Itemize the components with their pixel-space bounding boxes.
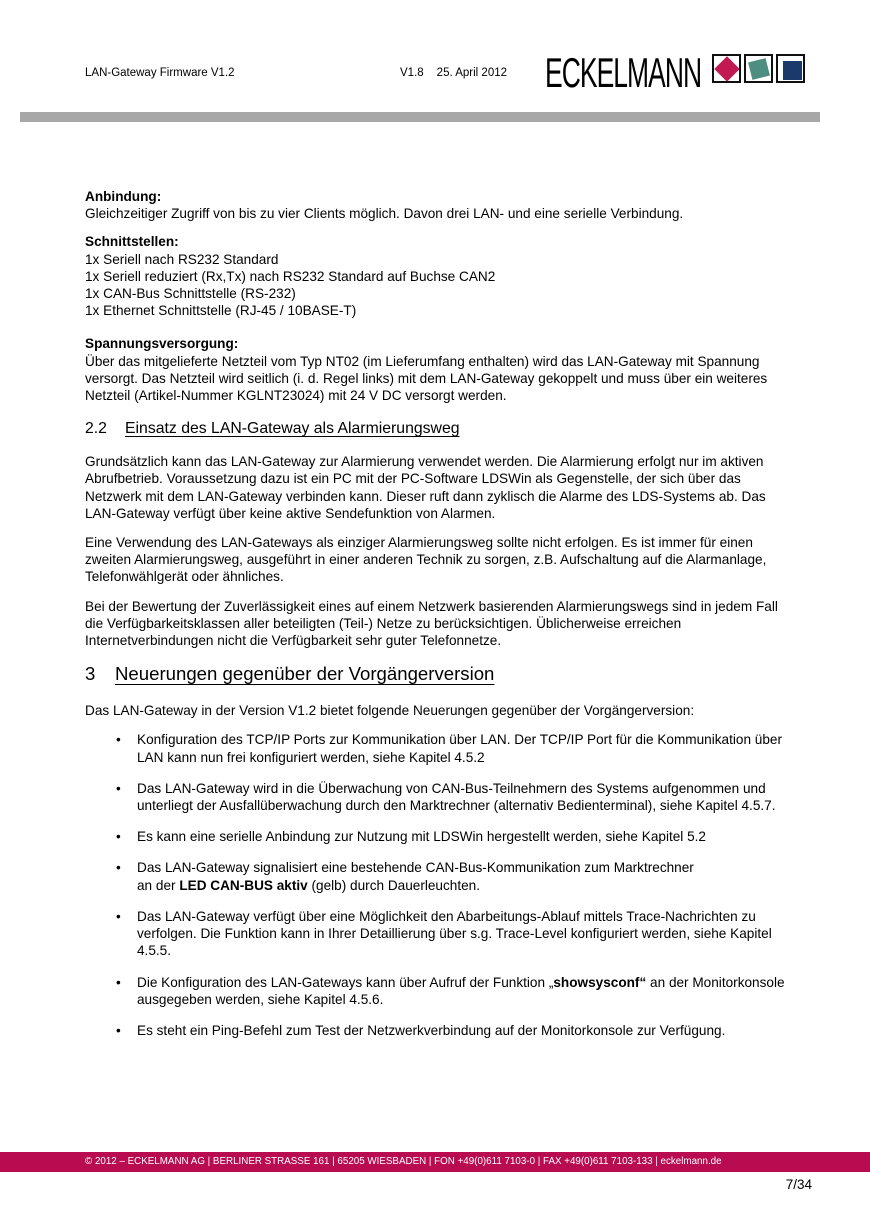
section-3-intro: Das LAN-Gateway in der Version V1.2 bietet folgende Neuerungen gegenüber der Vorgängerversion: <box>85 703 695 719</box>
label-anbindung: Anbindung: <box>85 189 162 204</box>
bullet-item <box>137 974 799 1008</box>
block-schnittstellen <box>85 233 799 319</box>
paragraph: Eine Verwendung des LAN-Gateways als einziger Alarmierungsweg sollte nicht erfolgen. Es ist immer für einen zweiten Alarmierungsweg, ausgeführt in einer anderen Technik zu sorgen, z.B. Aufschaltung auf die Alarmanlage, Telefonwählgerät oder ähnliches. <box>85 535 767 585</box>
bullet-item: • Es steht ein Ping-Befehl zum Test der Netzwerkverbindung auf der Monitorkonsole zur Verfügung. <box>137 1022 799 1039</box>
header-version: V1.8 <box>400 67 424 79</box>
label-spannungsversorgung: Spannungsversorgung: <box>85 336 239 352</box>
footer-text: © 2012 – ECKELMANN AG | BERLINER STRASSE 161 | 65205 WIESBADEN | FON +49(0)611 7103-0 | FAX +49(0)611 7103-133 | eckelmann.de <box>85 1156 722 1167</box>
schnittstellen-line: 1x Ethernet Schnittstelle (RJ-45 / 10BASE-T) <box>85 303 357 319</box>
schnittstellen-line: 1x CAN-Bus Schnittstelle (RS-232) <box>85 286 296 302</box>
heading-3 <box>85 661 799 686</box>
document-content <box>85 188 799 1053</box>
paragraph: Bei der Bewertung der Zuverlässigkeit eines auf einem Netzwerk basierenden Alarmierungswegs sind in jedem Fall die Verfügbarkeitsklassen aller beteiligten (Teil-) Netze zu berücksichtigen. Üblicherweise erreichen Internetverbindungen nicht die Verfügbarkeit sehr guter Telefonnetze. <box>85 598 778 649</box>
block-spannungsversorgung <box>85 335 799 404</box>
text-anbindung: Gleichzeitiger Zugriff von bis zu vier Clients möglich. Davon drei LAN- und eine serielle Verbindung. <box>85 206 684 222</box>
bullet-text: Das LAN-Gateway signalisiert eine bestehende CAN-Bus-Kommunikation zum Marktrechner <box>137 860 694 876</box>
schnittstellen-line: 1x Seriell nach RS232 Standard <box>85 251 279 267</box>
bullet-text: (gelb) durch Dauerleuchten. <box>307 877 481 893</box>
header-version-date <box>400 67 507 79</box>
logo-wordmark: ECKELMANN <box>545 49 702 96</box>
header-doc-title: LAN-Gateway Firmware V1.2 <box>85 67 235 79</box>
bullet-text: Die Konfiguration des LAN-Gateways kann über Aufruf der Funktion „ <box>137 974 554 990</box>
heading-number: 2.2 <box>85 420 107 438</box>
footer-bar <box>0 1152 870 1172</box>
block-anbindung <box>85 188 799 222</box>
header-date: 25. April 2012 <box>436 67 508 79</box>
bullet-item <box>137 859 799 893</box>
tilted-square-icon <box>748 58 770 80</box>
logo-box-3 <box>776 54 805 83</box>
bullet-item: • Das LAN-Gateway wird in die Überwachung von CAN-Bus-Teilnehmern des Systems aufgenommen und unterliegt der Ausfallüberwachung durch den Marktrechner (alternativ Bedienterminal), siehe Kapitel 4.5.7. <box>137 780 799 814</box>
diamond-icon <box>714 56 739 81</box>
text-spannungsversorgung: Über das mitgelieferte Netzteil vom Typ NT02 (im Lieferumfang enthalten) wird das LAN-Gateway mit Spannung versorgt. Das Netzteil wird seitlich (i. d. Regel links) mit dem LAN-Gateway gekoppelt und muss über ein weiteres Netzteil (Artikel-Nummer KGLNT23024) mit 24 V DC versorgt werden. <box>85 353 768 404</box>
heading-2-2 <box>85 418 799 439</box>
page-number: 7/34 <box>785 1177 812 1192</box>
bullet-text: an der <box>137 877 180 893</box>
schnittstellen-line: 1x Seriell reduziert (Rx,Tx) nach RS232 Standard auf Buchse CAN2 <box>85 268 496 284</box>
bullet-item: • Es kann eine serielle Anbindung zur Nutzung mit LDSWin hergestellt werden, siehe Kapitel 5.2 <box>137 828 799 845</box>
bullet-text-bold: LED CAN-BUS aktiv <box>179 877 308 893</box>
logo-box-1 <box>712 54 741 83</box>
bullet-text: an der Monitorkonsole ausgegeben werden, siehe Kapitel 4.5.6. <box>137 974 785 1007</box>
bullet-item: • Konfiguration des TCP/IP Ports zur Kommunikation über LAN. Der TCP/IP Port für die Kommunikation über LAN kann nun frei konfiguriert werden, siehe Kapitel 4.5.2 <box>137 731 799 765</box>
heading-title: Neuerungen gegenüber der Vorgängerversion <box>115 663 495 685</box>
header-divider-bar <box>20 112 820 122</box>
bullet-text-bold: showsysconf“ <box>553 974 647 990</box>
bullet-list <box>85 731 799 1039</box>
logo-box-2 <box>744 54 773 83</box>
label-schnittstellen: Schnittstellen: <box>85 234 179 250</box>
logo-marks <box>712 54 805 83</box>
heading-number: 3 <box>85 663 96 685</box>
heading-title: Einsatz des LAN-Gateway als Alarmierungsweg <box>125 420 460 438</box>
paragraph: Grundsätzlich kann das LAN-Gateway zur Alarmierung verwendet werden. Die Alarmierung erfolgt nur im aktiven Abrufbetrieb. Voraussetzung dazu ist ein PC mit der PC-Software LDSWin als Gegenstelle, der sich über das Netzwerk mit dem LAN-Gateway verbinden kann. Dieser ruft dann zyklisch die Alarme des LDS-Systems ab. Das LAN-Gateway verfügt über keine aktive Sendefunktion von Alarmen. <box>85 454 766 521</box>
square-icon <box>783 61 802 80</box>
bullet-item: • Das LAN-Gateway verfügt über eine Möglichkeit den Abarbeitungs-Ablauf mittels Trace-Nachrichten zu verfolgen. Die Funktion kann in Ihrer Detaillierung über s.g. Trace-Level konfiguriert werden, siehe Kapitel 4.5.5. <box>137 908 799 960</box>
